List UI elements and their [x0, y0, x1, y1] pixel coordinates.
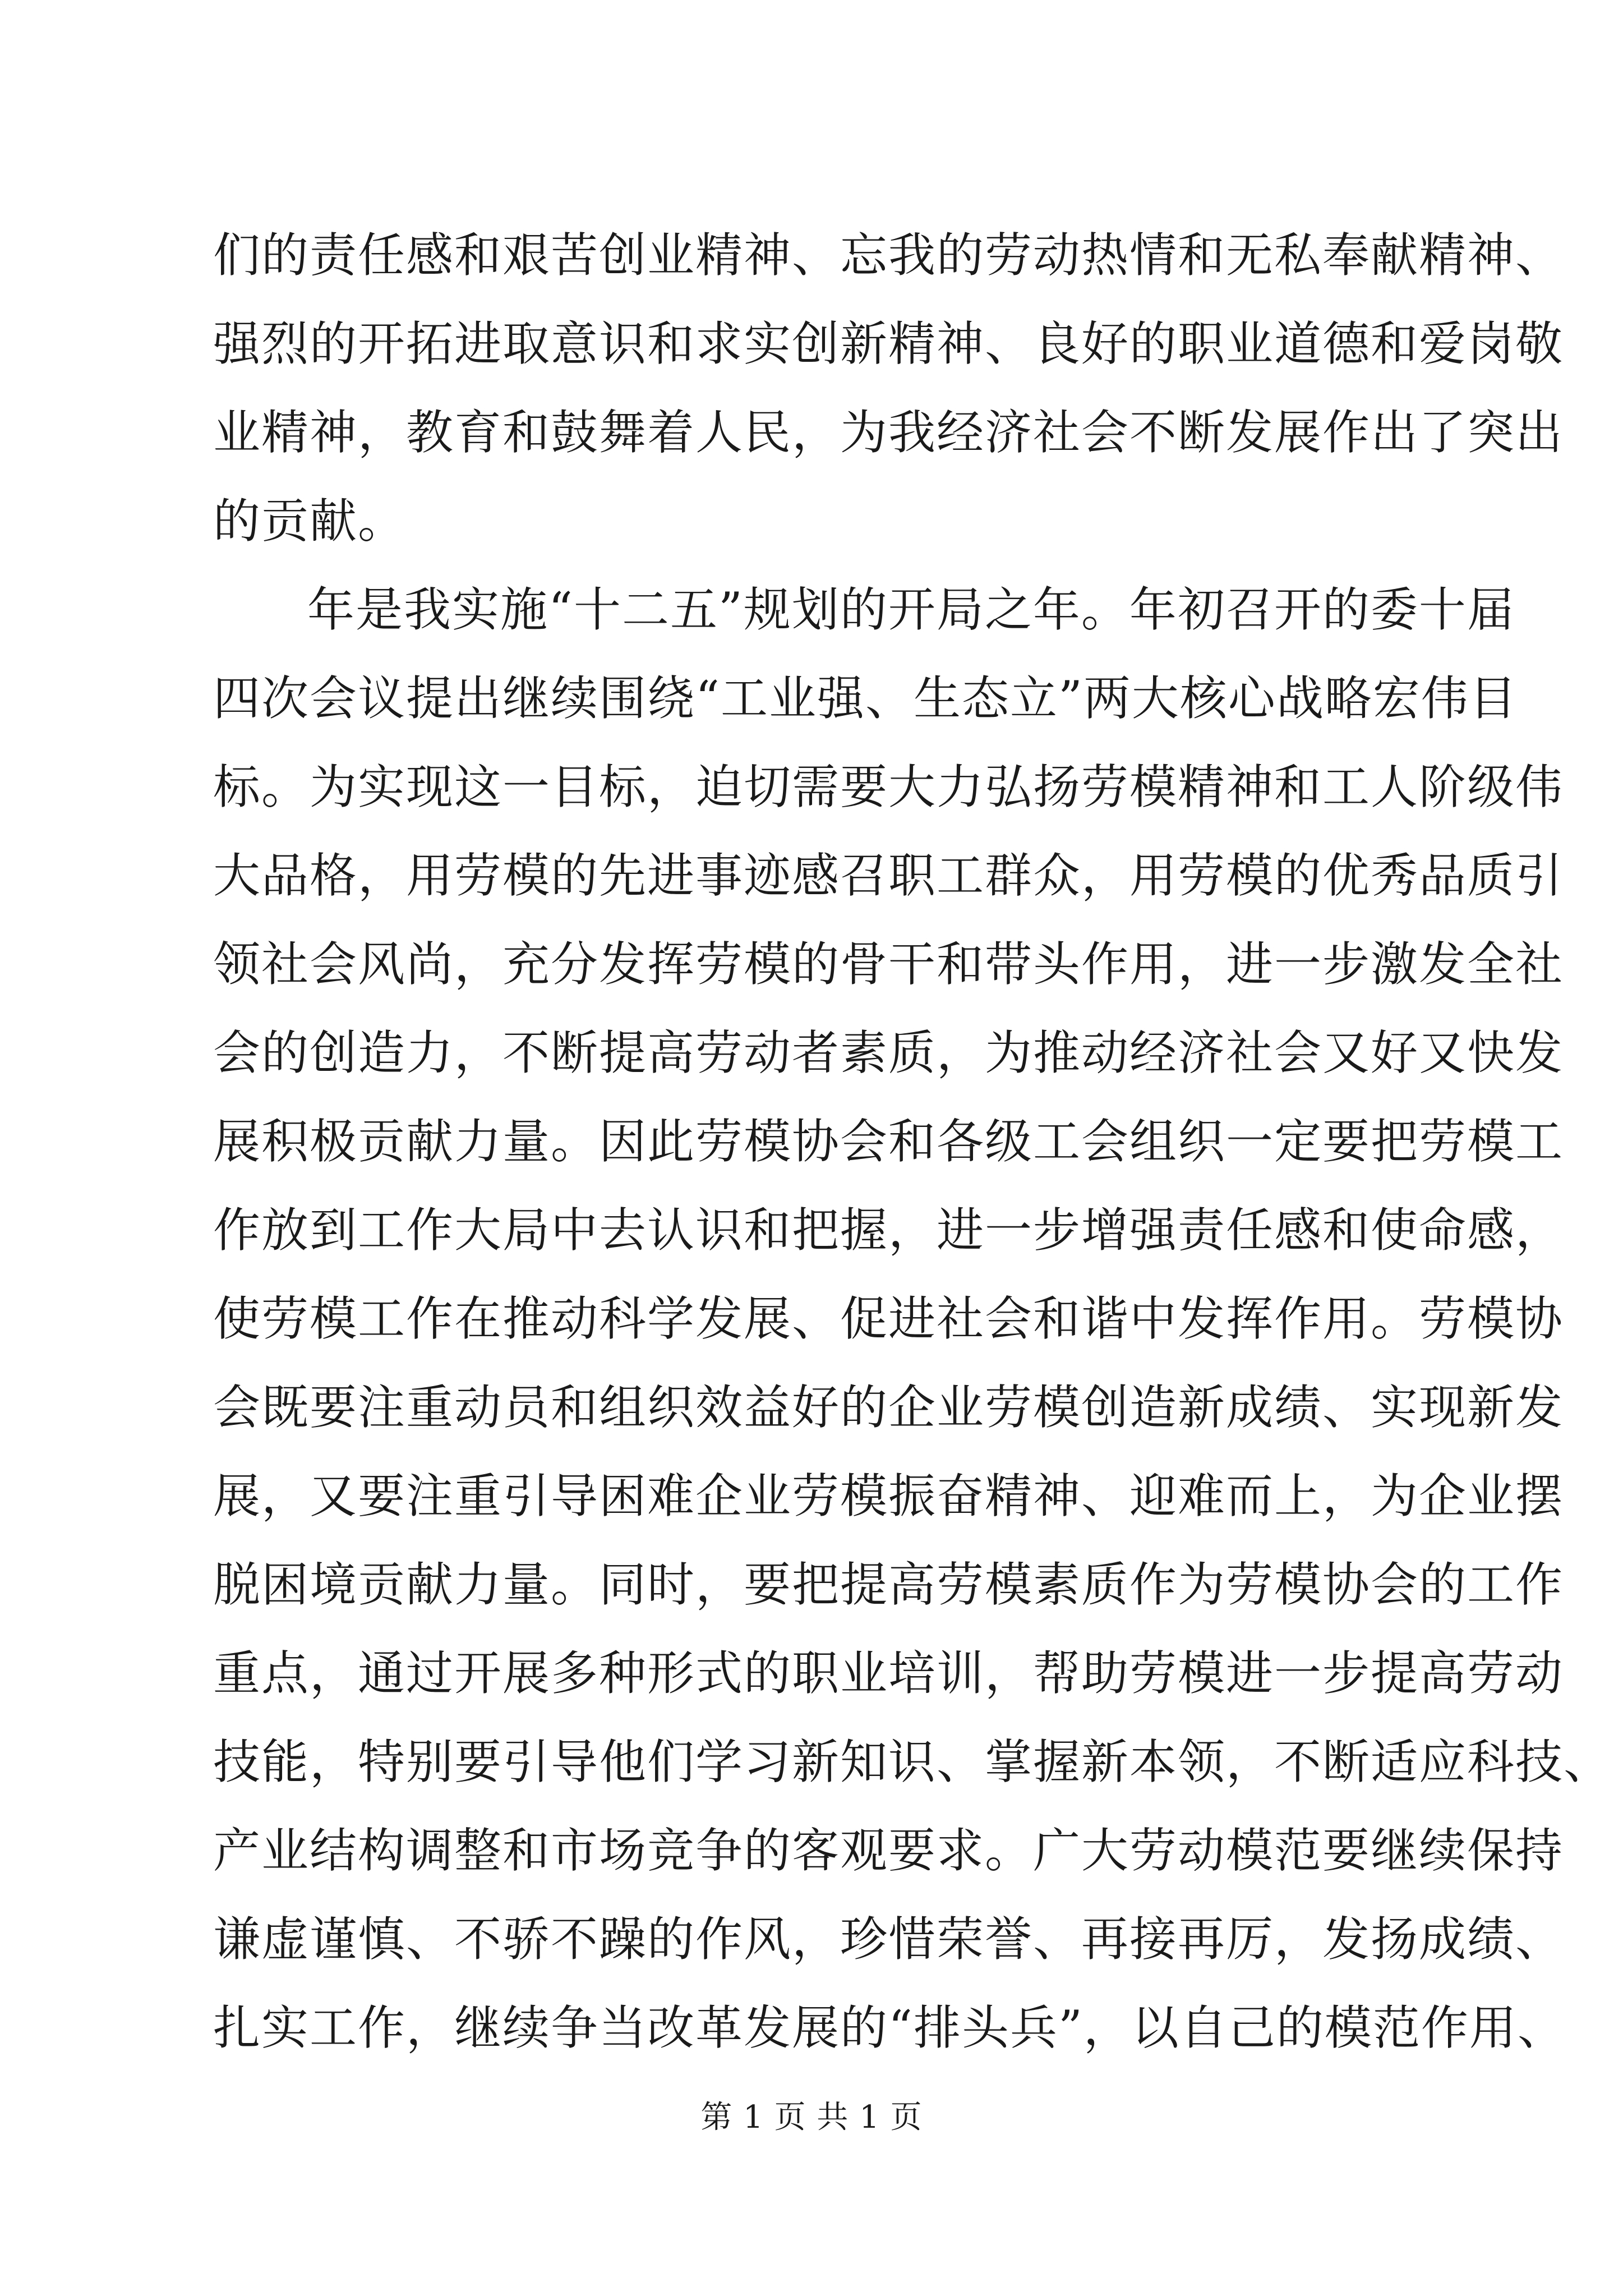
text-line: 扎实工作，继续争当改革发展的“排头兵”，以自己的模范作用、	[213, 2000, 1566, 2055]
text-line: 们的责任感和艰苦创业精神、忘我的劳动热情和无私奉献精神、	[213, 228, 1564, 283]
text-line: 领社会风尚，充分发挥劳模的骨干和带头作用，进一步激发全社	[213, 937, 1564, 992]
text-line: 年是我实施“十二五”规划的开局之年。年初召开的委十届	[307, 582, 1515, 637]
page-footer	[0, 2095, 1623, 2140]
text-line: 大品格，用劳模的先进事迹感召职工群众，用劳模的优秀品质引	[213, 848, 1564, 903]
text-line: 的贡献。	[213, 494, 407, 549]
text-line: 使劳模工作在推动科学发展、促进社会和谐中发挥作用。劳模协	[213, 1291, 1564, 1346]
text-line: 四次会议提出继续围绕“工业强、生态立”两大核心战略宏伟目	[213, 671, 1518, 726]
text-line: 业精神，教育和鼓舞着人民，为我经济社会不断发展作出了突出	[213, 405, 1564, 460]
body-text	[213, 211, 1612, 2072]
text-line: 重点，通过开展多种形式的职业培训，帮助劳模进一步提高劳动	[213, 1646, 1564, 1701]
text-line: 会的创造力，不断提高劳动者素质，为推动经济社会又好又快发	[213, 1025, 1564, 1080]
text-line: 强烈的开拓进取意识和求实创新精神、良好的职业道德和爱岗敬	[213, 316, 1564, 371]
paragraph-1	[213, 211, 1564, 565]
text-line: 技能，特别要引导他们学习新知识、掌握新本领，不断适应科技、	[213, 1734, 1612, 1789]
text-line: 展积极贡献力量。因此劳模协会和各级工会组织一定要把劳模工	[213, 1114, 1564, 1169]
text-line: 脱困境贡献力量。同时，要把提高劳模素质作为劳模协会的工作	[213, 1557, 1564, 1612]
text-line: 展，又要注重引导困难企业劳模振奋精神、迎难而上，为企业摆	[213, 1469, 1564, 1524]
text-line: 作放到工作大局中去认识和把握，进一步增强责任感和使命感，	[213, 1203, 1564, 1258]
text-line: 产业结构调整和市场竞争的客观要求。广大劳动模范要继续保持	[213, 1823, 1564, 1878]
text-line: 谦虚谨慎、不骄不躁的作风，珍惜荣誉、再接再厉，发扬成绩、	[213, 1912, 1564, 1967]
text-line: 会既要注重动员和组织效益好的企业劳模创造新成绩、实现新发	[213, 1380, 1564, 1435]
page-number-label: 第 1 页 共 1 页	[700, 2099, 923, 2136]
text-line: 标。为实现这一目标，迫切需要大力弘扬劳模精神和工人阶级伟	[213, 760, 1564, 815]
paragraph-2	[213, 565, 1612, 2072]
